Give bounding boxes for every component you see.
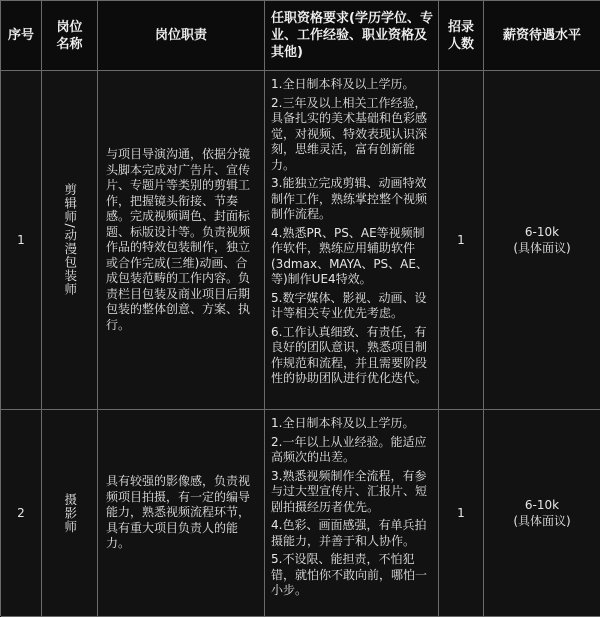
row1-req-item: 3.能独立完成剪辑、动画特效制作工作，熟练掌控整个视频制作流程。 — [271, 176, 428, 221]
row1-salary-range: 6-10k — [524, 225, 560, 239]
row2-req-item: 1.全日制本科及以上学历。 — [271, 416, 415, 430]
row1-req-item: 2.三年及以上相关工作经验，具备扎实的美术基础和色彩感觉，对视频、特效表现认识深刻，思维灵活，富有创新能力。 — [271, 95, 428, 172]
row1-duties-text: 与项目导演沟通，依据分镜头脚本完成对广告片、宣传片、专题片等类别的剪辑工作，把握镜头衔接、节奏感。完成视频调色、封面标题、标版设计等。负责视频作品的特效包装制作，独立或合作完成(三维)动画、合成包装范畴的工作内容。负责栏目包装及商业项目后期包装的整体创意、方案、执行。 — [106, 147, 251, 332]
row2-req-item: 2.一年以上从业经验。能适应高频次的出差。 — [271, 434, 427, 464]
header-requirements: 任职资格要求(学历学位、专业、工作经验、职业资格及其他) — [265, 1, 439, 71]
row2-position-text: 摄影师 — [62, 492, 78, 534]
row1-count: 1 — [439, 71, 484, 410]
row2-req-item: 5.不设限、能担责，不怕犯错，就怕你不敢向前，哪怕一小步。 — [271, 552, 428, 597]
row2-count: 1 — [439, 410, 484, 617]
header-duties: 岗位职责 — [98, 1, 265, 71]
row1-req-item: 1.全日制本科及以上学历。 — [271, 77, 415, 91]
row2-requirements — [265, 410, 439, 617]
row2-salary-note: (具体面议) — [513, 514, 571, 528]
row2-salary-range: 6-10k — [524, 498, 560, 512]
row1-no: 1 — [1, 71, 42, 410]
row1-salary-note: (具体面议) — [513, 241, 571, 255]
header-count — [439, 1, 484, 71]
header-position — [42, 1, 98, 71]
row1-position — [42, 71, 98, 410]
row1-position-text: 剪辑师/动漫包装师 — [62, 183, 78, 297]
header-count-text: 招录 人数 — [447, 19, 474, 52]
header-salary: 薪资待遇水平 — [484, 1, 600, 71]
row1-salary — [484, 71, 600, 410]
row2-duties-text: 具有较强的影像感，负责视频项目拍摄，有一定的编导能力，熟悉视频流程环节，具有重大项目负责人的能力。 — [106, 474, 251, 551]
header-no: 序号 — [1, 1, 42, 71]
row1-req-item: 4.熟悉PR、PS、AE等视频制作软件，熟练应用辅助软件(3dmax、MAYA、PS、AE、等)制作UE4特效。 — [271, 225, 428, 286]
row2-no: 2 — [1, 410, 42, 617]
header-position-text: 岗位 名称 — [56, 19, 83, 52]
row2-position — [42, 410, 98, 617]
row2-req-item: 4.色彩、画面感强，有单兵拍摄能力，并善于和人协作。 — [271, 518, 427, 548]
row1-req-item: 5.数字媒体、影视、动画、设计等相关专业优先考虑。 — [271, 290, 427, 320]
row1-requirements — [265, 71, 439, 410]
row2-salary — [484, 410, 600, 617]
row2-req-item: 3.熟悉视频制作全流程，有参与过大型宣传片、汇报片、短剧拍摄经历者优先。 — [271, 468, 428, 514]
row2-duties — [98, 410, 265, 617]
row1-duties — [98, 71, 265, 410]
row1-req-item: 6.工作认真细致、有责任，有良好的团队意识，熟悉项目制作规范和流程，并且需要阶段性的协助团队进行优化迭代。 — [271, 324, 428, 385]
